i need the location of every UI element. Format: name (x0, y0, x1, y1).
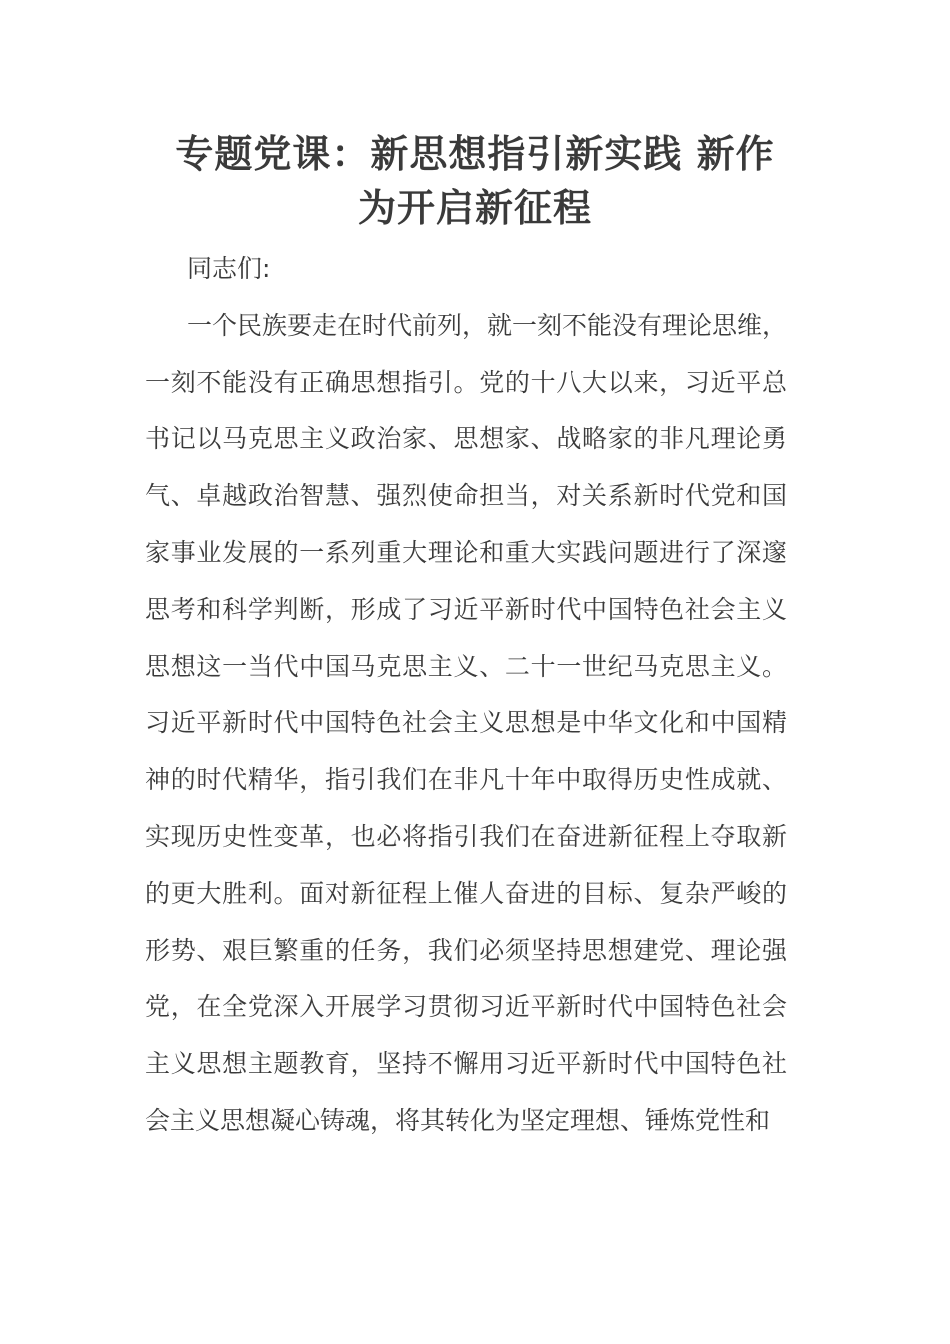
paragraph-line: 的更大胜利。面对新征程上催人奋进的目标、复杂严峻的 (145, 878, 787, 908)
paragraph-line: 书记以马克思主义政治家、思想家、战略家的非凡理论勇 (145, 424, 787, 454)
document-body (145, 241, 787, 1150)
paragraph (145, 298, 787, 1150)
paragraph-line: 会主义思想凝心铸魂，将其转化为坚定理想、锤炼党性和 (145, 1105, 771, 1135)
paragraph-line: 思想这一当代中国马克思主义、二十一世纪马克思主义。 (145, 651, 787, 681)
document-title (145, 127, 805, 235)
paragraph-line: 气、卓越政治智慧、强烈使命担当，对关系新时代党和国 (145, 481, 787, 511)
paragraph-line: 家事业发展的一系列重大理论和重大实践问题进行了深邃 (145, 537, 787, 567)
paragraph-line: 神的时代精华，指引我们在非凡十年中取得历史性成就、 (145, 765, 787, 795)
paragraph-line: 习近平新时代中国特色社会主义思想是中华文化和中国精 (145, 708, 787, 738)
title-line-1: 专题党课：新思想指引新实践 新作 (175, 132, 775, 176)
paragraph-line: 实现历史性变革，也必将指引我们在奋进新征程上夺取新 (145, 821, 787, 851)
paragraph-line: 党，在全党深入开展学习贯彻习近平新时代中国特色社会 (145, 992, 787, 1022)
title-line-2: 为开启新征程 (357, 186, 592, 230)
paragraph-line: 一刻不能没有正确思想指引。党的十八大以来，习近平总 (145, 367, 787, 397)
salutation: 同志们: (187, 254, 271, 283)
paragraph-line: 思考和科学判断，形成了习近平新时代中国特色社会主义 (145, 594, 787, 624)
paragraph-line: 主义思想主题教育，坚持不懈用习近平新时代中国特色社 (145, 1049, 787, 1079)
paragraph-line: 形势、艰巨繁重的任务，我们必须坚持思想建党、理论强 (145, 935, 787, 965)
paragraph-line: 一个民族要走在时代前列，就一刻不能没有理论思维， (187, 310, 788, 340)
